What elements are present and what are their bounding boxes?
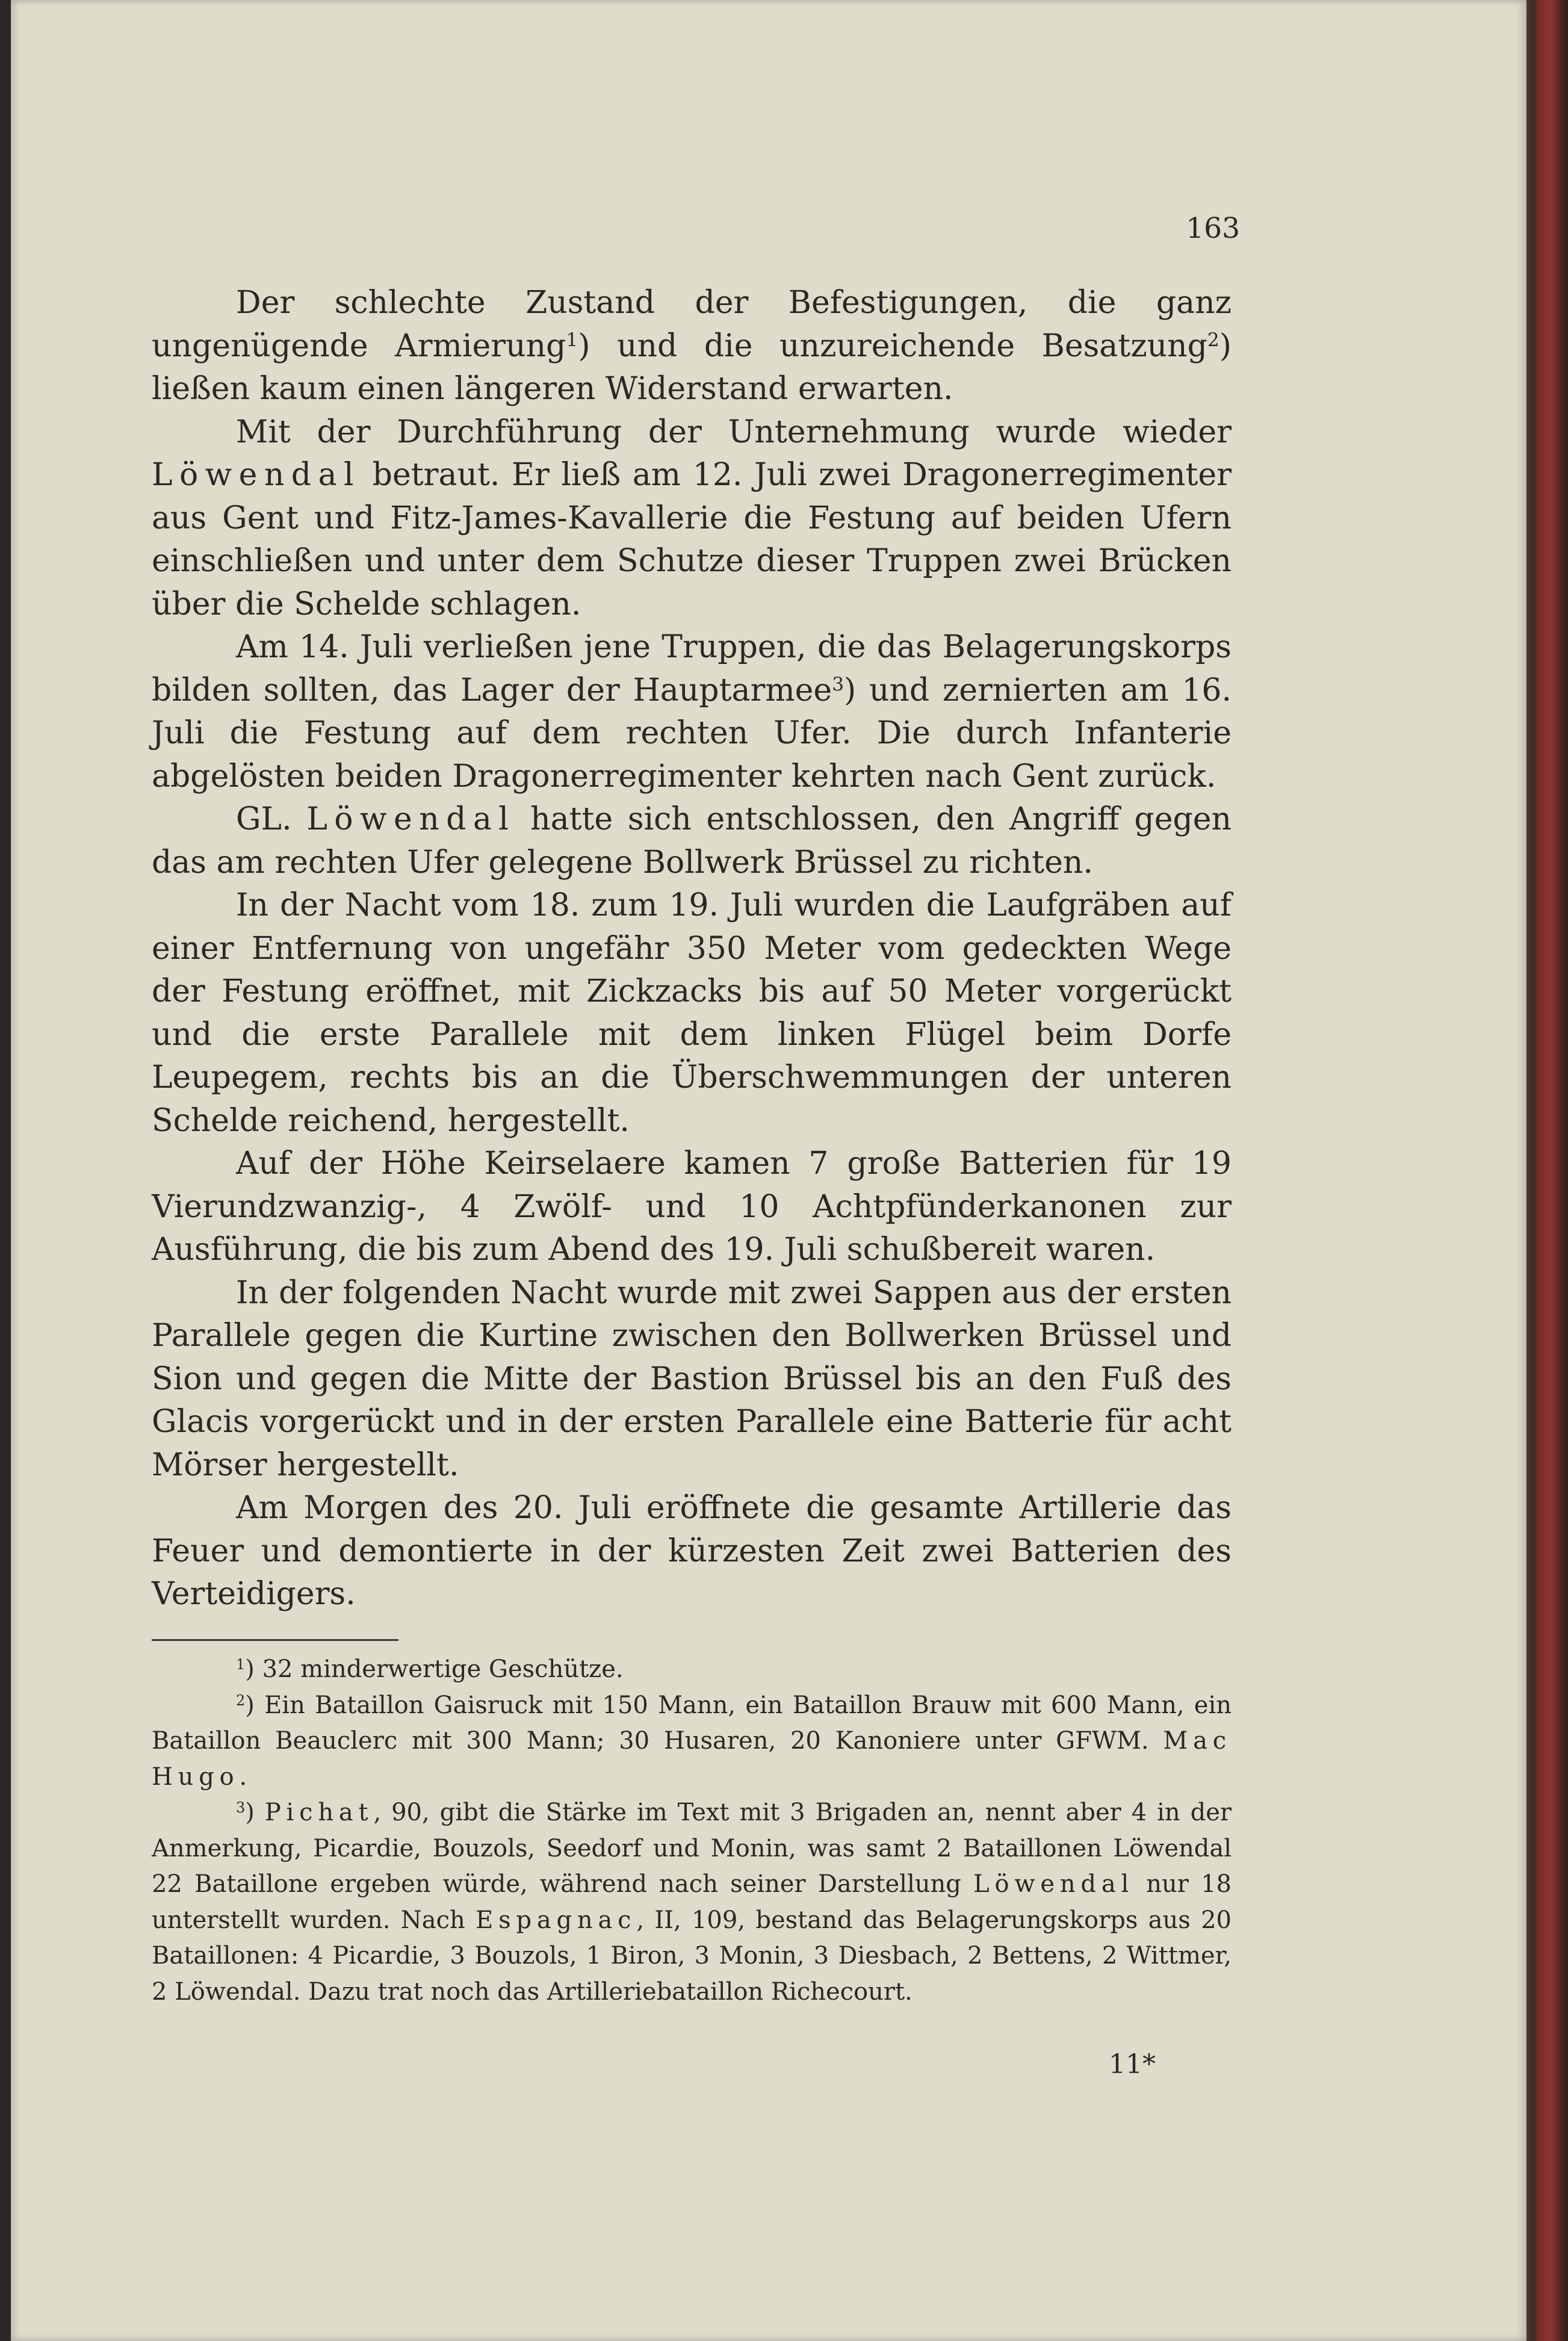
paragraph-1: Der schlechte Zustand der Befestigungen, die ganz ungenügende Armierung$^1$) und die unzureichende Besatzung$^2$) ließen kaum einen längeren Widerstand erwarten. bbox=[152, 285, 1232, 407]
footnote-divider bbox=[152, 1639, 398, 1641]
person-name: Löwendal bbox=[973, 1870, 1135, 1898]
paragraph-4: GL. Löwendal hatte sich entschlossen, den Angriff gegen das am rechten Ufer gelegene Bollwerk Brüssel zu richten. bbox=[152, 801, 1232, 881]
paragraph-5: In der Nacht vom 18. zum 19. Juli wurden die Laufgräben auf einer Entfernung von ungefähr 350 Meter vom gedeckten Wege der Festung eröffnet, mit Zickzacks bis auf 50 Meter vorgerückt und die erste Parallele mit dem linken Flügel beim Dorfe Leupegem, rechts bis an die Überschwemmungen der unteren Schelde reichend, hergestellt. bbox=[152, 887, 1232, 1139]
footnote-ref-3: 3 bbox=[832, 673, 844, 695]
footnote-2: $^2$) Ein Bataillon Gaisruck mit 150 Mann, ein Bataillon Brauw mit 600 Mann, ein Bataillon Beauclerc mit 300 Mann; 30 Husaren, 20 Kanoniere unter GFWM. Mac Hugo. bbox=[152, 1691, 1232, 1791]
person-name: Mac Hugo bbox=[152, 1727, 1232, 1791]
person-name: Löwendal bbox=[152, 457, 361, 493]
footnote-3: $^3$) Pichat, 90, gibt die Stärke im Text mit 3 Brigaden an, nennt aber 4 in der Anmerkung, Picardie, Bouzols, Seedorf und Monin, was samt 2 Bataillonen Löwendal 22 Bataillone ergeben würde, während nach seiner Darstellung Löwendal nur 18 unterstellt wurden. Nach Espagnac, II, 109, bestand das Belagerungskorps aus 20 Bataillonen: 4 Picardie, 3 Bouzols, 1 Biron, 3 Monin, 3 Diesbach, 2 Bettens, 2 Wittmer, 2 Löwendal. Dazu trat noch das Artilleriebataillon Richecourt. bbox=[152, 1799, 1232, 2006]
paragraph-2: Mit der Durchführung der Unternehmung wurde wieder Löwendal betraut. Er ließ am 12. Juli zwei Dragonerregimenter aus Gent und Fitz-James-Kavallerie die Festung auf beiden Ufern einschließen und unter dem Schutze dieser Truppen zwei Brücken über die Schelde schlagen. bbox=[152, 414, 1232, 622]
paragraph-6: Auf der Höhe Keirselaere kamen 7 große Batterien für 19 Vierundzwanzig-, 4 Zwölf- und 10 Achtpfünderkanonen zur Ausführung, die bis zum Abend des 19. Juli schußbereit waren. bbox=[152, 1146, 1232, 1268]
author-name: Espagnac bbox=[476, 1906, 637, 1934]
paragraph-7: In der folgenden Nacht wurde mit zwei Sappen aus der ersten Parallele gegen die Kurtine zwischen den Bollwerken Brüssel und Sion und gegen die Mitte der Bastion Brüssel bis an den Fuß des Glacis vorgerückt und in der ersten Parallele eine Batterie für acht Mörser hergestellt. bbox=[152, 1274, 1232, 1483]
footnote-ref-2: 2 bbox=[1207, 329, 1219, 351]
author-name: Pichat bbox=[264, 1799, 374, 1826]
footnotes bbox=[152, 1652, 1232, 2010]
footnote-1: $^1$) 32 minderwertige Geschütze. bbox=[236, 1655, 624, 1683]
paragraph-8: Am Morgen des 20. Juli eröffnete die gesamte Artillerie das Feuer und demontierte in der kürzesten Zeit zwei Batterien des Verteidigers. bbox=[152, 1490, 1232, 1612]
signature-mark: 11* bbox=[1109, 2049, 1156, 2080]
footnote-ref-1: 1 bbox=[566, 329, 578, 351]
book-edge bbox=[1526, 0, 1568, 2341]
main-text bbox=[152, 282, 1232, 1616]
page-number: 163 bbox=[1186, 212, 1240, 245]
person-name: Löwendal bbox=[306, 801, 516, 837]
paragraph-3: Am 14. Juli verließen jene Truppen, die das Belagerungskorps bilden sollten, das Lager der Hauptarmee$^3$) und zernierten am 16. Juli die Festung auf dem rechten Ufer. Die durch Infanterie abgelösten beiden Dragonerregimenter kehrten nach Gent zurück. bbox=[152, 629, 1232, 795]
scan-left-edge bbox=[0, 0, 11, 2341]
